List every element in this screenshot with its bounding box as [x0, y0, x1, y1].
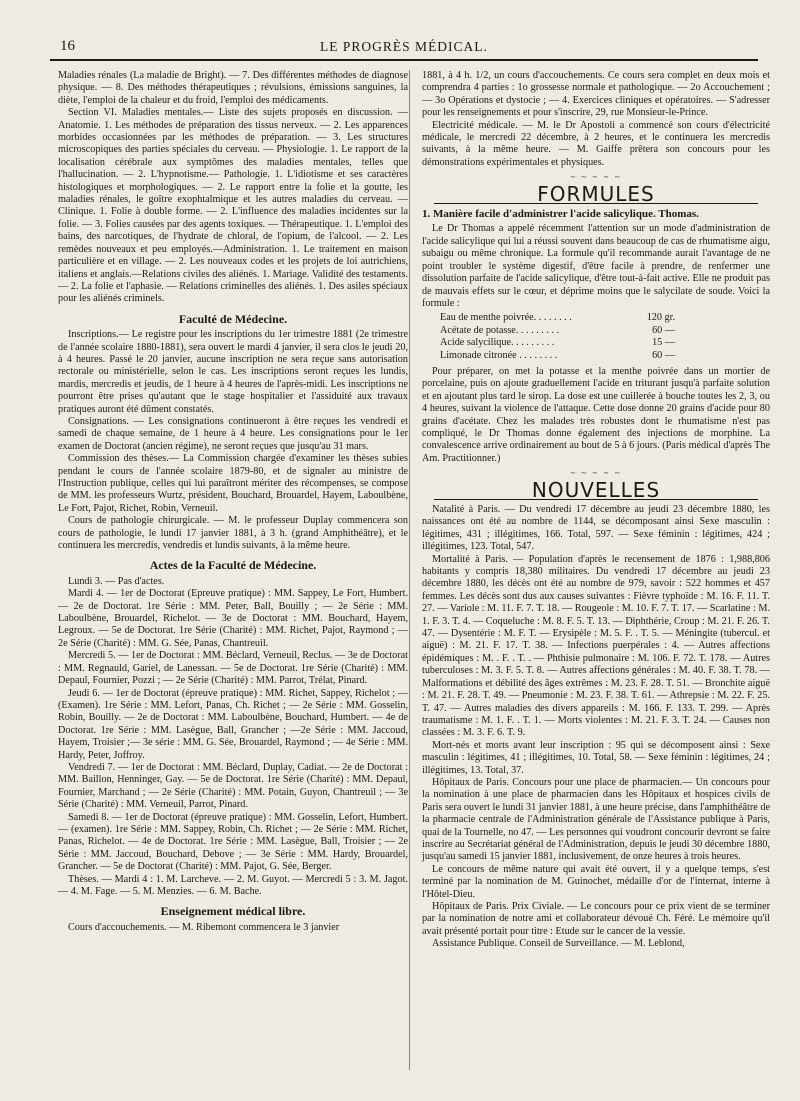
recipe-quantity: 60 — [652, 349, 675, 361]
section-heading-nouvelles: NOUVELLES [531, 477, 661, 502]
recipe-ingredient: Acétate de potasse. . . . . . . . . [440, 324, 560, 336]
paragraph: Thèses. — Mardi 4 : 1. M. Larcheve. — 2. M. Guyot. — Mercredi 5 : 3. M. Jagot. — 4. M. Fage. — 5. M. Menzies. — 6. M. Bache. [58, 873, 408, 897]
section-heading: Actes de la Faculté de Médecine. [149, 558, 317, 573]
paragraph: Hôpitaux de Paris. Concours pour une place de pharmacien.— Un concours pour la nomination à une place de pharmacien dans les Hôpitaux et hospices civils de Paris sera ouvert le lundi 31 janvier 1881, à une heure précise, dans l'amphithéâtre de la pharmacie centrale de l'Administration générale de l'Assistance publique à Paris, quai de la Tournelle, no 47. — Les personnes qui voudront concourir devront se faire inscrire au Secrétariat général de l'Administration, depuis le jeudi 30 décembre 1880, jusqu'au samedi 15 janvier 1881, inclusivement, de onze heures à trois heures. [422, 776, 770, 863]
section-heading: Faculté de Médecine. [178, 311, 288, 326]
journal-title: LE PROGRÈS MÉDICAL. [320, 39, 488, 54]
paragraph: 1881, à 4 h. 1/2, un cours d'accouchements. Ce cours sera complet en deux mois et comprendra 4 parties : 1o grossesse normale et pathologique. — 2o Accouchement ; — 3o Opérations et dystocie ; — 4. Exercices cliniques et opératoires. — S'adresser pour les renseignements et pour s'inscrire, 29, rue Monsieur-le-Prince. [422, 70, 770, 119]
recipe-quantity: 120 gr. [646, 312, 675, 324]
paragraph: Inscriptions.— Le registre pour les inscriptions du 1er trimestre 1881 (2e trimestre de l'année scolaire 1880-1881), sera ouvert le mardi 4 janvier, il sera clos le jeudi 20, à 4 heures. Passé le 20 janvier, aucune inscription ne sera reçue sans autorisation rectorale ou ministérielle, selon le cas. Les inscriptions seront reçues les lundis, mardis, mercredis et jeudis, de 1 heure à 4 heures de l'après-midi. Les inscriptions ne pourront être prises qu'autant que le stage hospitalier et l'assiduité aux travaux pratiques auront été dûment constatés. [58, 329, 408, 415]
recipe-row [440, 350, 770, 362]
paragraph: Natalité à Paris. — Du vendredi 17 décembre au jeudi 23 décembre 1880, les naissances ont été au nombre de 1144, se décomposant ainsi Sexe masculin : légitimes, 431 ; illégitimes, 166. Total, 597. — Sexe féminin : légitimes, 424 ; illégitimes, 123. Total, 547. [422, 504, 770, 553]
paragraph: Electricité médicale. — M. le Dr Apostoli a commencé son cours d'électricité médicale, le mercredi 22 décembre, à 2 heures, et le continuera les mercredis suivants, à la même heure. — M. Gaiffe prêtera son concours pour les démonstrations expérimentales et physiques. [422, 119, 770, 168]
paragraph: Hôpitaux de Paris. Prix Civiale. — Le concours pour ce prix vient de se terminer par la nomination de notre ami et collaborateur dévoué Ch. Féré. Le mémoire qu'il avait présenté portait pour titre : Etude sur le cancer de la vessie. [422, 901, 770, 937]
page-header [50, 38, 758, 56]
recipe-row [440, 312, 770, 324]
paragraph: Mardi 4. — 1er de Doctorat (Epreuve pratique) : MM. Sappey, Le Fort, Humbert. — 2e de Doctorat. 1re Série : MM. Peter, Ball, Bouilly ; — 2e Série : MM. Laboulbène, Brouardel, Richelot. — 3e de Doctorat : MM. Bouchard, Hayem, Legroux. — 5e de Doctorat. 1re Série (Charité) : MM. Richet, Pajot, Raymond ; — 2e Série (Charité) : MM. G. Sée, Panas, Chantreuil. [58, 588, 408, 649]
paragraph: Samedi 8. — 1er de Doctorat (épreuve pratique) : MM. Gosselin, Lefort, Humbert. — (examen). 1re Série : MM. Sappey, Robin, Ch. Richet ; — 2e Série : MM. Richet, Panas, Richelot. — 4e de Doctorat. 1re Série : MM. Lasègue, Ball, Troisier ; — 2e Série : MM. Jaccoud, Bouchard, Debove ; — 3e Série : MM. Hardy, Brouardel, Grancher. — 5e de Doctorat (Charité) : MM. Pajot, G. Sée, Berger. [58, 811, 408, 873]
header-rule [50, 59, 758, 61]
recipe-row [440, 325, 770, 337]
page-number: 16 [60, 38, 75, 54]
recipe-ingredient: Eau de menthe poivrée. . . . . . . . [440, 312, 572, 324]
paragraph: Mercredi 5. — 1er de Doctorat : MM. Béclard, Verneuil, Reclus. — 3e de Doctorat : MM. Regnauld, Gariel, de Lanessan. — 5e de Doctorat. 1re Série (Charité) : MM. Depaul, Fournier, Pozzi ; — 2e Série (Charité) : MM. Parrot, Trélat, Pinard. [58, 650, 408, 687]
paragraph: Pour préparer, on met la potasse et la menthe poivrée dans un mortier de porcelaine, puis on ajoute graduellement l'acide en triturant jusqu'à parfaite solution et en ajoutant plus tard le sirop. La dose est une cuillerée à bouche toutes les 2, 3, ou 4 heures, suivant la violence de l'attaque. Cette dose donne 20 grains d'acide pour 80 grains d'acétate. Chez les malades très robustes dont le rhumatisme n'est pas compliqué, le Dr Thomas donne également des injections de morphine. La convalescence arrive ordinairement au bout de 5 à 6 jours. (Paris médical d'après The Am. Practitionner.) [422, 365, 770, 464]
paragraph: Section VI. Maladies mentales.— Liste des sujets proposés en discussion. — Anatomie. 1. Les méthodes de préparation des tissus nerveux. — 2. Les apparences morbides occasionnées par les méthodes de préparation. — 3. Les structures microscopiques des parties spéciales du cerveau. — Physiologie. 1. Le rapport de la localisation cérébrale aux symptômes des maladies mentales, telles que l'hallucination. — 2. L'hypnotisme.— Pathologie. 1. L'idiotisme et ses caractères histologiques et morphologiques. — 2. Le rapport entre la folie et la goutte, les maladies rénales, le goître exophtalmique et les autres maladies du cerveau. — Clinique. 1. Folie à double forme. — 2. L'influence des maladies incidentes sur la folie. — 3. Folies causées par des agents toxiques. — Thérapeutique. 1. L'emploi des bains, des narcotiques, de l'hydrate de chloral, de l'opium, de l'alcool. — 2. Les remèdes nouveaux et peu employés.—Administration. 1. Le traitement en maison particulière et en village. — 2. Les nouveaux codes et les projets de loi autrichiens, italiens et anglais.—Relations civiles des aliénés. 1. Mariage. Validité des testaments.— 2. La folie et l'aphasie. — Relations criminelles des aliénés. 1. Des asiles spéciaux pour les aliénés criminels. [58, 107, 408, 305]
paragraph: Assistance Publique. Conseil de Surveillance. — M. Leblond, [432, 938, 685, 950]
ornament-divider: ~ ~ ~ ~ ~ [570, 172, 622, 183]
paragraph: Maladies rénales (La maladie de Bright). — 7. Des différentes méthodes de diagnose physique. — 8. Des méthodes thérapeutiques ; révulsions, émissions sanguines, la diète, l'emploi de la chaleur et du froid, l'emploi des médicaments. [58, 70, 408, 106]
column-separator [409, 70, 410, 1070]
paragraph: Mortalité à Paris. — Population d'après le recensement de 1876 : 1,988,806 habitants y compris 18,380 militaires. Du vendredi 17 décembre au jeudi 23 décembre 1880, les décès ont été au nombre de 979, savoir : 522 hommes et 457 femmes. Les décès sont dus aux causes suivantes : Fièvre typhoïde : M. 16. F. 11. T. 27. — Variole : M. 11. F. 7. T. 18. — Rougeole : M. 10. F. 7. T. 17. — Scarlatine : M. 1. F. 3. T. 4. — Coqueluche : M. 8. F. 5. T. 13. — Diphthérie, Croup : M. 21. F. 26. T. 47. — Dysentérie : M. F. T. — Erysipèle : M. 5. F. . T. 5. — Méningite (tubercul. et aiguë) : M. 21. F. 17. T. 38. — Infections puerpérales : 4. — Autres affections épidémiques : M. . F. . T. . — Phthisie pulmonaire : M. 106. F. 72. T. 178. — Autres tuberculoses : M. 3. F. 5. T. 8. — Autres affections générales : M. 40. F. 38. T. 78. — Malformations et débilité des âges extrêmes : M. 23. F. 28. T. 51. — Bronchite aiguë : M. 21. F. 28. T. 49. — Pneumonie : M. 23. F. 38. T. 61. — Athrepsie : M. 22. F. 25. T. 47. — Autres maladies des divers appareils : M. 166. F. 133. T. 299. — Après traumatisme : M. 1. F. . T. 1. — Morts violentes : M. 21. F. 3. T. 24. — Causes non classées : M. 3. F. 6. T. 9. [422, 553, 770, 739]
paragraph: Cours d'accouchements. — M. Ribemont commencera le 3 janvier [68, 921, 340, 933]
paragraph: Jeudi 6. — 1er de Doctorat (épreuve pratique) : MM. Richet, Sappey, Richelot ; — (Examen). 1re Série : MM. Lefort, Panas, Ch. Richet ; — 2e Série : MM. Gosselin, Robin, Bouilly. — 2e de Doctorat : MM. Laboulbène, Bouchard, Humbert. — 4e de Doctorat. 1re Série : MM. Lasègue, Ball, Grancher ; —2e Série : MM. Jaccoud, Hayem, Troisier ;— 3e série : MM. G. Sée, Brouardel, Raymond ; — 4e Série : MM. Hardy, Peter, Joffroy. [58, 687, 408, 761]
paragraph: Commission des thèses.— La Commission chargée d'examiner les thèses subies pendant le cours de l'année scolaire 1879-80, et de signaler au ministre de l'Instruction publique, celles qui lui paraîtront mériter des récompenses, se compose de MM. les professeurs Wurtz, président, Bouchard, Brouardel, Hayem, Laboulbène, Le Fort, Pajot, Richet, Robin, Verneuil. [58, 453, 408, 514]
recipe-list [440, 312, 770, 362]
recipe-ingredient: Acide salycilique. . . . . . . . . [440, 337, 555, 349]
section-heading-formules: FORMULES [537, 181, 655, 206]
left-column [58, 70, 408, 934]
formula-title: 1. Manière facile d'administrer l'acide salicylique. Thomas. [422, 208, 699, 221]
right-column [422, 70, 770, 951]
paragraph: Le concours de même nature qui avait été ouvert, il y a quelque temps, s'est terminé par la nomination de M. Guinochet, médaille d'or de l'internat, interne à l'Hôtel-Dieu. [422, 863, 770, 900]
paragraph: Mort-nés et morts avant leur inscription : 95 qui se décomposent ainsi : Sexe masculin : légitimes, 41 ; illégitimes, 10. Total, 58. — Sexe féminin : légitimes, 24 ; illégitimes, 13. Total, 37. [422, 739, 770, 776]
recipe-quantity: 60 — [652, 324, 675, 336]
paragraph: Le Dr Thomas a appelé récemment l'attention sur un mode d'administration de l'acide salicylique qui lui a réussi souvent dans beaucoup de cas de rhumatisme aigu, subaigu ou même chronique. La formule qu'il recommande aurait l'avantage de ne point troubler le système digestif, d'être facile à prendre, de renfermer une dissolution parfaite de l'acide salicylique, d'être tout-à-fait active. Elle ne produit pas de mauvais effets sur le cœur, et déprime moins que le salycilate de soude. Voici la formule : [422, 223, 770, 309]
recipe-ingredient: Limonade citronée . . . . . . . . [440, 349, 558, 361]
section-heading: Enseignement médical libre. [160, 904, 306, 919]
recipe-quantity: 15 — [652, 337, 675, 349]
paragraph: Cours de pathologie chirurgicale. — M. le professeur Duplay commencera son cours de pathologie, le lundi 17 janvier 1881, à 3 h. (grand Amphithéâtre), et le continuera les mercredis, vendredis et lundis suivants, à la même heure. [58, 515, 408, 552]
paragraph: Lundi 3. — Pas d'actes. [68, 575, 165, 587]
recipe-row [440, 337, 770, 349]
paragraph: Vendredi 7. — 1er de Doctorat : MM. Béclard, Duplay, Cadiat. — 2e de Doctorat : MM. Baillon, Henninger, Gay. — 5e de Doctorat. 1re Série (Charité) : MM. Depaul, Fournier, Marchand ; — 2e Série (Charité) : MM. Potain, Guyon, Chantreuil ; — 3e Série (Charité) : MM. Verneuil, Parrot, Pinard. [58, 761, 408, 811]
ornament-divider: ~ ~ ~ ~ ~ [570, 468, 622, 479]
paragraph: Consignations. — Les consignations continueront à être reçues les vendredi et samedi de chaque semaine, de 1 heure à 4 heure. Les consignations pour le 1er examen de Doctorat (ancien régime), ne seront reçues que jusqu'au 31 mars. [58, 415, 408, 452]
